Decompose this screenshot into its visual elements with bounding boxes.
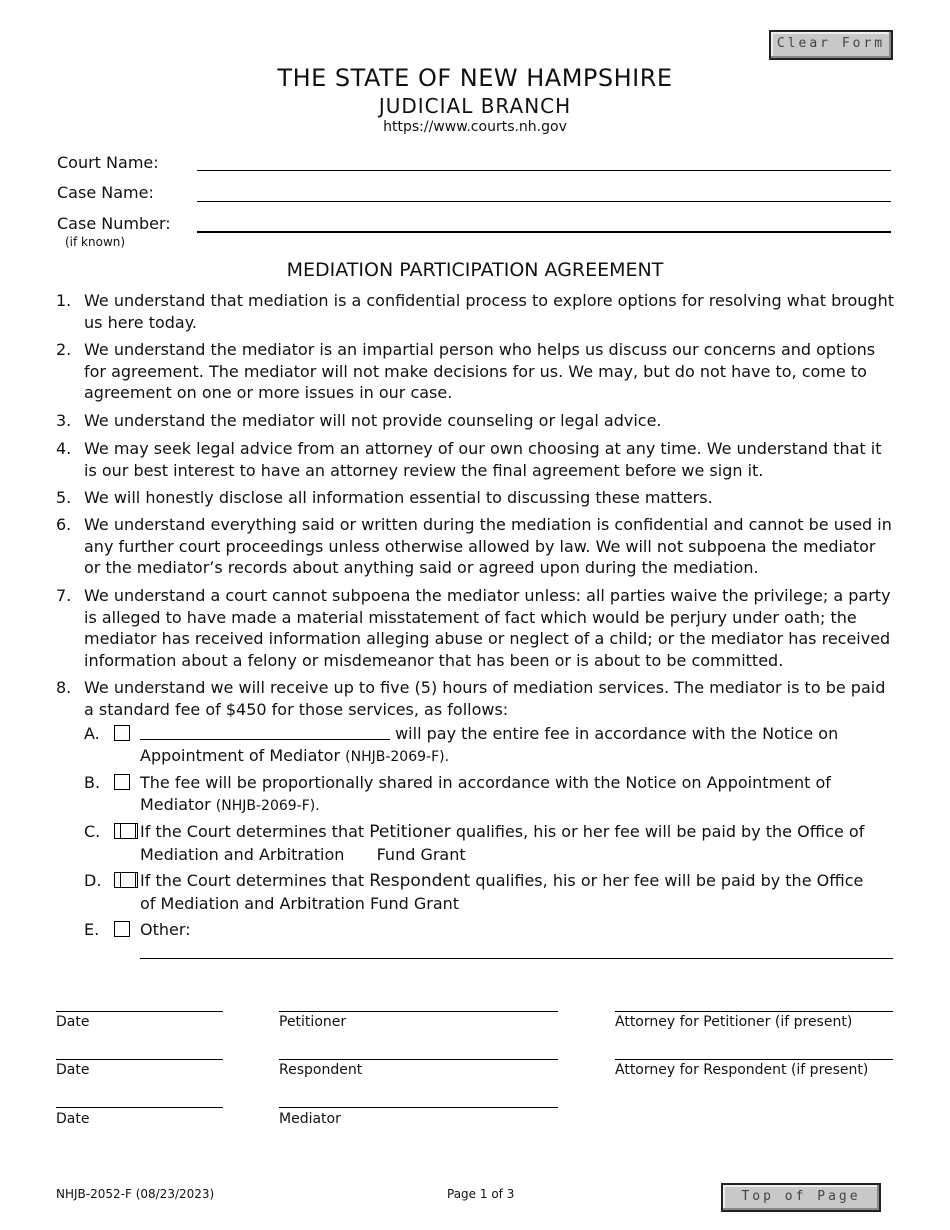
fee-option-c (84, 821, 894, 865)
form-title: MEDIATION PARTICIPATION AGREEMENT (286, 259, 664, 281)
option-letter: C. (84, 822, 101, 841)
option-d-text-2: of Mediation and Arbitration (140, 893, 365, 913)
case-number-field[interactable] (197, 231, 891, 233)
option-letter: A. (84, 724, 100, 743)
mediator-label: Mediator (279, 1111, 341, 1127)
item-text: We understand the mediator is an impartial person who helps us discuss our concerns and options for agreement. The mediator will not make decisions for us. We may, but do not have to, come to agreement on one or more issues in our case. (84, 340, 876, 402)
attorney-respondent-label: Attorney for Respondent (if present) (615, 1062, 869, 1078)
fund-label: Fund (376, 844, 416, 864)
option-a-form-ref: (NHJB-2069-F). (345, 748, 450, 765)
branch-heading: JUDICIAL BRANCH (378, 94, 572, 118)
list-item (56, 514, 896, 579)
petitioner-signature-line[interactable] (279, 1011, 558, 1012)
list-item (56, 438, 896, 481)
option-letter: E. (84, 920, 100, 939)
case-name-field[interactable] (197, 201, 891, 202)
petitioner-word: Petitioner (369, 822, 451, 842)
option-c-text-2: Mediation and Arbitration (140, 844, 345, 864)
list-item (56, 290, 896, 333)
top-of-page-button[interactable]: Top of Page (721, 1183, 881, 1212)
item-text: We will honestly disclose all information essential to discussing these matters. (84, 488, 713, 507)
item-number: 1. (56, 291, 72, 310)
item-number: 3. (56, 411, 72, 430)
item-number: 6. (56, 515, 72, 534)
item-number: 8. (56, 678, 72, 697)
option-b-form-ref: (NHJB-2069-F). (215, 797, 320, 814)
date-label: Date (56, 1014, 90, 1030)
item-text: We understand that mediation is a confidential process to explore options for resolving what brought us here today. (84, 291, 894, 332)
date-line-3[interactable] (56, 1107, 223, 1108)
fee-option-b (84, 772, 894, 817)
other-field[interactable] (140, 958, 893, 959)
item-number: 5. (56, 488, 72, 507)
option-d-text: If the Court determines that (140, 871, 365, 890)
item-text: We may seek legal advice from an attorney of our own choosing at any time. We understand that it is our best interest to have an attorney review the final agreement before we sign it. (84, 439, 882, 480)
option-letter: D. (84, 871, 102, 890)
list-item (56, 585, 896, 671)
form-id: NHJB-2052-F (08/23/2023) (56, 1187, 215, 1201)
list-item (56, 339, 896, 404)
option-b-checkbox[interactable] (114, 774, 130, 790)
petitioner-label: Petitioner (279, 1014, 347, 1030)
option-d-text-b: qualifies, his or her fee will be paid by the Office (475, 871, 864, 890)
attorney-respondent-line[interactable] (615, 1059, 893, 1060)
attorney-petitioner-label: Attorney for Petitioner (if present) (615, 1014, 853, 1030)
fund-label: Fund (370, 893, 409, 913)
option-a-checkbox[interactable] (114, 725, 130, 741)
attorney-petitioner-line[interactable] (615, 1011, 893, 1012)
case-name-label: Case Name: (57, 183, 154, 202)
option-c-grant-checkbox[interactable] (120, 823, 136, 839)
court-url: https://www.courts.nh.gov (383, 119, 567, 135)
item-text: We understand everything said or written during the mediation is confidential and cannot be used in any further court proceedings unless otherwise allowed by law. We will not subpoena the mediator or the mediator’s records about anything said or agreed upon during the mediation. (84, 515, 892, 577)
if-known-note: (if known) (65, 235, 126, 249)
option-b-text-2: Mediator (140, 794, 211, 814)
date-line-2[interactable] (56, 1059, 223, 1060)
list-item (56, 677, 896, 720)
option-c-text-b: qualifies, his or her fee will be paid by the Office of (455, 822, 865, 841)
date-label: Date (56, 1111, 90, 1127)
clear-form-button[interactable]: Clear Form (769, 30, 893, 60)
option-letter: B. (84, 773, 101, 792)
option-a-text-2: Appointment of Mediator (140, 745, 341, 765)
item-number: 7. (56, 586, 72, 605)
page-number: Page 1 of 3 (447, 1187, 515, 1201)
item-number: 4. (56, 439, 72, 458)
court-name-label: Court Name: (57, 153, 159, 172)
option-b-text: The fee will be proportionally shared in accordance with the Notice on Appointment of (140, 773, 831, 792)
option-e-text: Other: (140, 920, 191, 939)
respondent-label: Respondent (279, 1062, 363, 1078)
item-text: We understand a court cannot subpoena the mediator unless: all parties waive the privilege; a party is alleged to have made a material misstatement of fact which would be perjury under oath; the mediator has received information alleging abuse or neglect of a child; or the mediator has received information about a felony or misdemeanor that has been or is about to be committed. (84, 586, 891, 670)
fee-option-a (84, 723, 894, 768)
date-line-1[interactable] (56, 1011, 223, 1012)
payer-name-field[interactable] (140, 725, 390, 740)
item-number: 2. (56, 340, 72, 359)
option-a-text: will pay the entire fee in accordance with the Notice on (395, 724, 839, 743)
respondent-signature-line[interactable] (279, 1059, 558, 1060)
grant-label: Grant (413, 893, 460, 913)
option-d-grant-checkbox[interactable] (120, 872, 136, 888)
mediator-signature-line[interactable] (279, 1107, 558, 1108)
fee-option-d (84, 870, 894, 914)
item-text: We understand the mediator will not provide counseling or legal advice. (84, 411, 662, 430)
respondent-word: Respondent (369, 871, 471, 891)
list-item (56, 410, 896, 432)
option-e-checkbox[interactable] (114, 921, 130, 937)
item-text: We understand we will receive up to five (5) hours of mediation services. The mediator is to be paid a standard fee of $450 for those services, as follows: (84, 678, 886, 719)
case-number-label: Case Number: (57, 214, 171, 233)
date-label: Date (56, 1062, 90, 1078)
state-heading: THE STATE OF NEW HAMPSHIRE (277, 64, 673, 92)
grant-label: Grant (420, 844, 466, 864)
option-c-text: If the Court determines that (140, 822, 365, 841)
court-name-field[interactable] (197, 170, 891, 171)
fee-option-e (84, 919, 894, 941)
list-item (56, 487, 896, 509)
